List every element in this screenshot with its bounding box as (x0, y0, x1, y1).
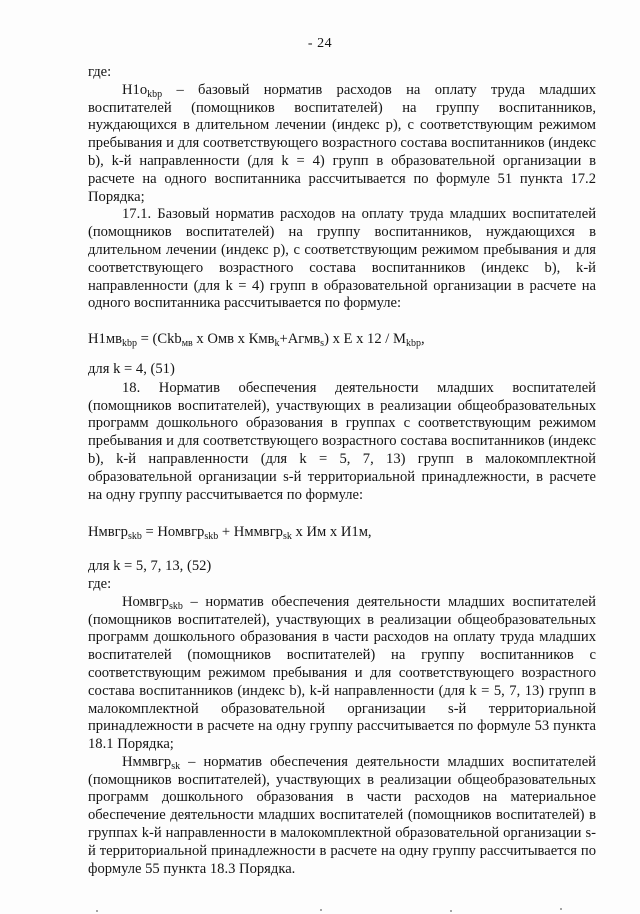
symbol-nomvgr-subscript: skb (168, 600, 183, 612)
formula-52 (88, 524, 596, 542)
symbol-h1o-subscript: kbp (147, 88, 163, 100)
formula-51-sub: kbp (121, 338, 137, 350)
formula-51-term: = (Ckb (136, 331, 182, 348)
formula-51-sub: kbp (405, 338, 421, 350)
formula-51-condition: для k = 4, (51) (88, 360, 175, 377)
paragraph-18: 18. Норматив обеспечения деятельности младших воспитателей (помощников воспитателей), участвующих в реализации общеобразовательных программ дошкольного образования в группах с соответствующим режимом пребывания и для соответствующего возрастного состава воспитанников (индекс b), k-й направленности (для k = 5, 7, 13) групп в малокомплектной образовательной организации s-й территориальной принадлежности, в расчете на одну группу рассчитывается по формуле: (88, 379, 596, 503)
formula-51-sub: s (320, 338, 325, 350)
formula-51-term: Н1мв (88, 331, 122, 348)
scan-speck (320, 909, 322, 911)
formula-51-sub: k (274, 338, 280, 350)
formula-51 (88, 331, 596, 349)
scan-speck (450, 910, 452, 912)
formula-51-term: , (420, 331, 425, 348)
formula-51-sub: мв (181, 338, 193, 350)
page-number: - 24 (307, 36, 333, 51)
paragraph-nmmvgr-definition (88, 754, 596, 879)
formula-51-term: +Агмв (279, 331, 321, 348)
symbol-nmmvgr: Нммвгр (122, 753, 172, 770)
paragraph-h1o-definition (88, 82, 596, 207)
where-label: где: (88, 64, 112, 80)
formula-52-term: х Им х И1м, (291, 524, 372, 541)
formula-52-sub: skb (127, 531, 142, 543)
scan-speck (560, 908, 562, 910)
definition-text: – базовый норматив расходов на оплату труда младших воспитателей (помощников воспитателей) на группу воспитанников, нуждающихся в длительном лечении (индекс р), с соответствующим режимом пребывания и для соответствующего возрастного состава воспитанников (индекс b), k-й направленности (для k = 4) групп в образовательной организации в расчете на одного воспитанника рассчитывается по формуле 51 пункта 17.2 Порядка; (88, 81, 596, 205)
formula-51-term: х Омв х Кмв (192, 331, 275, 348)
formula-52-sub: skb (204, 531, 219, 543)
formula-52-term: = Номвгр (141, 524, 205, 541)
definition-text: – норматив обеспечения деятельности младших воспитателей (помощников воспитателей), участвующих в реализации общеобразовательных программ дошкольного образования в части расходов на материальное обеспечение деятельности младших воспитателей (помощников воспитателей) в группах k-й направленности в малокомплектной образовательной организации s-й территориальной принадлежности в расчете на одну группу рассчитывается по формуле 55 пункта 18.3 Порядка. (88, 753, 596, 877)
formula-51-term: ) х Е х 12 / М (324, 331, 406, 348)
formula-52-term: + Нммвгр (218, 524, 283, 541)
symbol-nmmvgr-subscript: sk (171, 760, 181, 772)
symbol-h1o: Н1о (122, 81, 148, 98)
paragraph-17-1: 17.1. Базовый норматив расходов на оплату труда младших воспитателей (помощников воспитателей) на группу воспитанников, нуждающихся в длительном лечении (индекс р), с соответствующим режимом пребывания и для соответствующего возрастного состава воспитанников (индекс b), k-й направленности (для k = 4) групп в образовательной организации в расчете на одного воспитанника рассчитывается по формуле: (88, 206, 596, 312)
formula-52-sub: sk (282, 531, 292, 543)
scan-speck (96, 910, 98, 912)
where-label: где: (88, 575, 112, 592)
definition-text: – норматив обеспечения деятельности младших воспитателей (помощников воспитателей), участвующих в реализации общеобразовательных программ дошкольного образования в части расходов на оплату труда младших воспитателей (помощников воспитателей) на группу воспитанников с соответствующим режимом пребывания и для соответствующего возрастного состава воспитанников (индекс b), k-й направленности (для k = 5, 7, 13) групп в малокомплектной образовательной организации s-й территориальной принадлежности в расчете на одну группу рассчитывается по формуле 53 пункта 18.1 Порядка; (88, 593, 596, 753)
formula-52-condition: для k = 5, 7, 13, (52) (88, 558, 212, 575)
paragraph-nomvgr-definition (88, 594, 596, 754)
formula-52-term: Нмвгр (88, 524, 128, 541)
symbol-nomvgr: Номвгр (122, 593, 169, 610)
scan-artifacts (0, 906, 640, 914)
document-body (88, 64, 596, 878)
